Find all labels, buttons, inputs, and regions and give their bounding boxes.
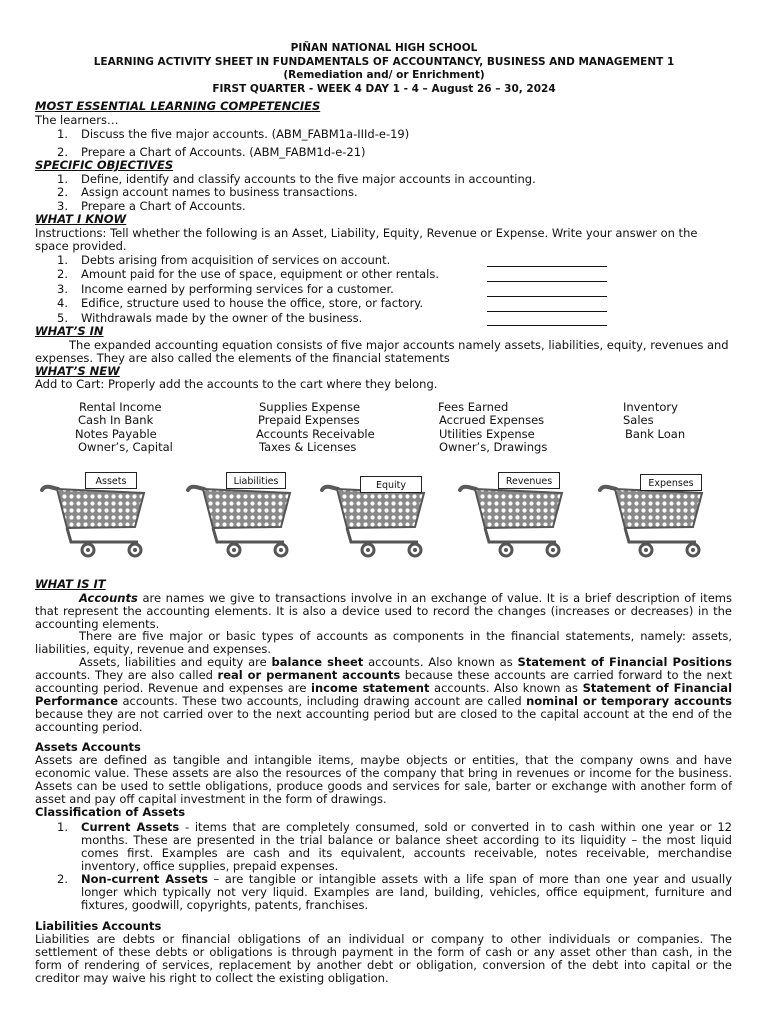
whats-in-heading: WHAT’S IN [35, 324, 104, 338]
whats-new-instructions: Add to Cart: Properly add the accounts to the cart where they belong. [35, 377, 438, 391]
revenues-cart[interactable] [458, 472, 573, 564]
question-item: 5. Withdrawals made by the owner of the business. [57, 311, 363, 325]
account-item[interactable]: Rental Income [79, 400, 162, 414]
melc-item: 2. Prepare a Chart of Accounts. (ABM_FABM1d-e-21) [57, 145, 366, 159]
account-item[interactable]: Accrued Expenses [439, 413, 545, 427]
cart-label: Revenues [498, 472, 560, 489]
account-item[interactable]: Inventory [623, 400, 678, 414]
account-item[interactable]: Sales [623, 413, 654, 427]
answer-blank[interactable] [487, 256, 607, 267]
question-item: 4. Edifice, structure used to house the office, store, or factory. [57, 296, 424, 310]
account-item[interactable]: Notes Payable [75, 427, 157, 441]
what-i-know-instructions: Instructions: Tell whether the following is an Asset, Liability, Equity, Revenue or Expense. Write your answer on the space provided. [35, 226, 698, 253]
melc-intro: The learners… [35, 113, 119, 127]
liabilities-heading: Liabilities Accounts [35, 919, 162, 933]
whats-new-heading: WHAT’S NEW [35, 364, 120, 378]
classification-heading: Classification of Assets [35, 805, 186, 819]
answer-blank[interactable] [487, 286, 607, 297]
assets-heading: Assets Accounts [35, 740, 141, 754]
account-item[interactable]: Owner’s, Drawings [439, 440, 548, 454]
assets-text: Assets are defined as tangible and intangible items, maybe objects or entities, that the company owns and have economic value. These assets are also the resources of the company that bring in revenues or income for the business. Assets can be used to settle obligations, produce goods and services for sale, barter or exchange with another form of asset and pay off capital investment in the form of drawings. [35, 753, 732, 806]
whats-in-text: The expanded accounting equation consists of five major accounts namely assets, liabilities, equity, revenues and expenses. They are also called the elements of the financial statements [35, 338, 729, 365]
quarter-line: FIRST QUARTER - WEEK 4 DAY 1 - 4 – August 26 – 30, 2024 [212, 82, 556, 95]
cart-label: Equity [360, 476, 422, 493]
liabilities-cart[interactable] [186, 472, 301, 564]
answer-blank[interactable] [487, 315, 607, 326]
sheet-title: LEARNING ACTIVITY SHEET IN FUNDAMENTALS OF ACCOUNTANCY, BUSINESS AND MANAGEMENT 1 [93, 55, 675, 68]
account-item[interactable]: Taxes & Licenses [259, 440, 357, 454]
account-item[interactable]: Accounts Receivable [256, 427, 375, 441]
question-item: 2. Amount paid for the use of space, equipment or other rentals. [57, 267, 439, 281]
equity-cart[interactable] [320, 472, 435, 564]
school-name: PIÑAN NATIONAL HIGH SCHOOL [290, 42, 478, 54]
objective-item: 3. Prepare a Chart of Accounts. [57, 199, 246, 213]
melc-item: 1. Discuss the five major accounts. (ABM_FABM1a-IIId-e-19) [57, 127, 410, 141]
cart-label: Expenses [640, 474, 702, 491]
answer-blank[interactable] [487, 271, 607, 282]
objective-item: 2. Assign account names to business transactions. [57, 185, 358, 199]
accounts-definition: Accounts are names we give to transactions involve in an exchange of value. It is a brief description of items that represent the accounting elements. It is also a device used to record the changes (increases or decreases) in the accounting elements. [35, 591, 732, 631]
assets-cart[interactable] [40, 472, 155, 564]
account-item[interactable]: Fees Earned [438, 400, 509, 414]
cart-label: Assets [85, 472, 137, 489]
account-types-paragraph: Assets, liabilities and equity are balance sheet accounts. Also known as Statement of Financial Positions accounts. They are also called real or permanent accounts because these accounts are carried forward to the next accounting period. Revenue and expenses are income statement accounts. Also known as Statement of Financial Performance accounts. These two accounts, including drawing account are called nominal or temporary accounts because they are not carried over to the next accounting period but are closed to the capital account at the end of the accounting period. [35, 655, 733, 734]
sheet-subtitle: (Remediation and/ or Enrichment) [283, 69, 485, 81]
asset-class-item: 1. Current Assets - items that are completely consumed, sold or converted in to cash within one year or 12 months. These are presented in the trial balance or balance sheet according to its liquidity – the most liquid comes first. Examples are cash and its equivalent, accounts receivable, notes receivable, merchandise inventory, office supplies, prepaid expenses. [57, 820, 732, 873]
objectives-heading: SPECIFIC OBJECTIVES [35, 158, 174, 172]
melc-heading: MOST ESSENTIAL LEARNING COMPETENCIES [35, 99, 321, 113]
asset-class-item: 2. Non-current Assets – are tangible or intangible assets with a life span of more than one year and usually longer which typically not very liquid. Examples are land, building, vehicles, office equipment, furniture and fixtures, goodwill, copyrights, patents, franchises. [57, 872, 732, 912]
liabilities-text: Liabilities are debts or financial obligations of an individual or company to other individuals or companies. The settlement of these debts or obligations is through payment in the form of cash or any asset other than cash, in the form of rendering of services, replacement by another debt or obligation, conversion of the debt into capital or the creditor may waive his right to collect the existing obligation. [35, 932, 732, 985]
account-item[interactable]: Owner’s, Capital [78, 440, 173, 454]
question-item: 3. Income earned by performing services for a customer. [57, 282, 394, 296]
objective-item: 1. Define, identify and classify accounts to the five major accounts in accounting. [57, 172, 536, 186]
what-i-know-heading: WHAT I KNOW [35, 212, 127, 226]
account-item[interactable]: Bank Loan [625, 427, 686, 441]
account-item[interactable]: Supplies Expense [259, 400, 361, 414]
five-accounts-paragraph: There are five major or basic types of accounts as components in the financial statements, namely: assets, liabilities, equity, revenue and expenses. [35, 629, 732, 656]
account-item[interactable]: Prepaid Expenses [258, 413, 360, 427]
cart-label: Liabilities [226, 472, 286, 489]
question-item: 1. Debts arising from acquisition of services on account. [57, 253, 391, 267]
document-header [0, 42, 768, 96]
what-is-it-heading: WHAT IS IT [35, 577, 106, 591]
expenses-cart[interactable] [598, 472, 713, 564]
account-item[interactable]: Utilities Expense [439, 427, 535, 441]
answer-blank[interactable] [487, 301, 607, 312]
account-item[interactable]: Cash In Bank [78, 413, 154, 427]
